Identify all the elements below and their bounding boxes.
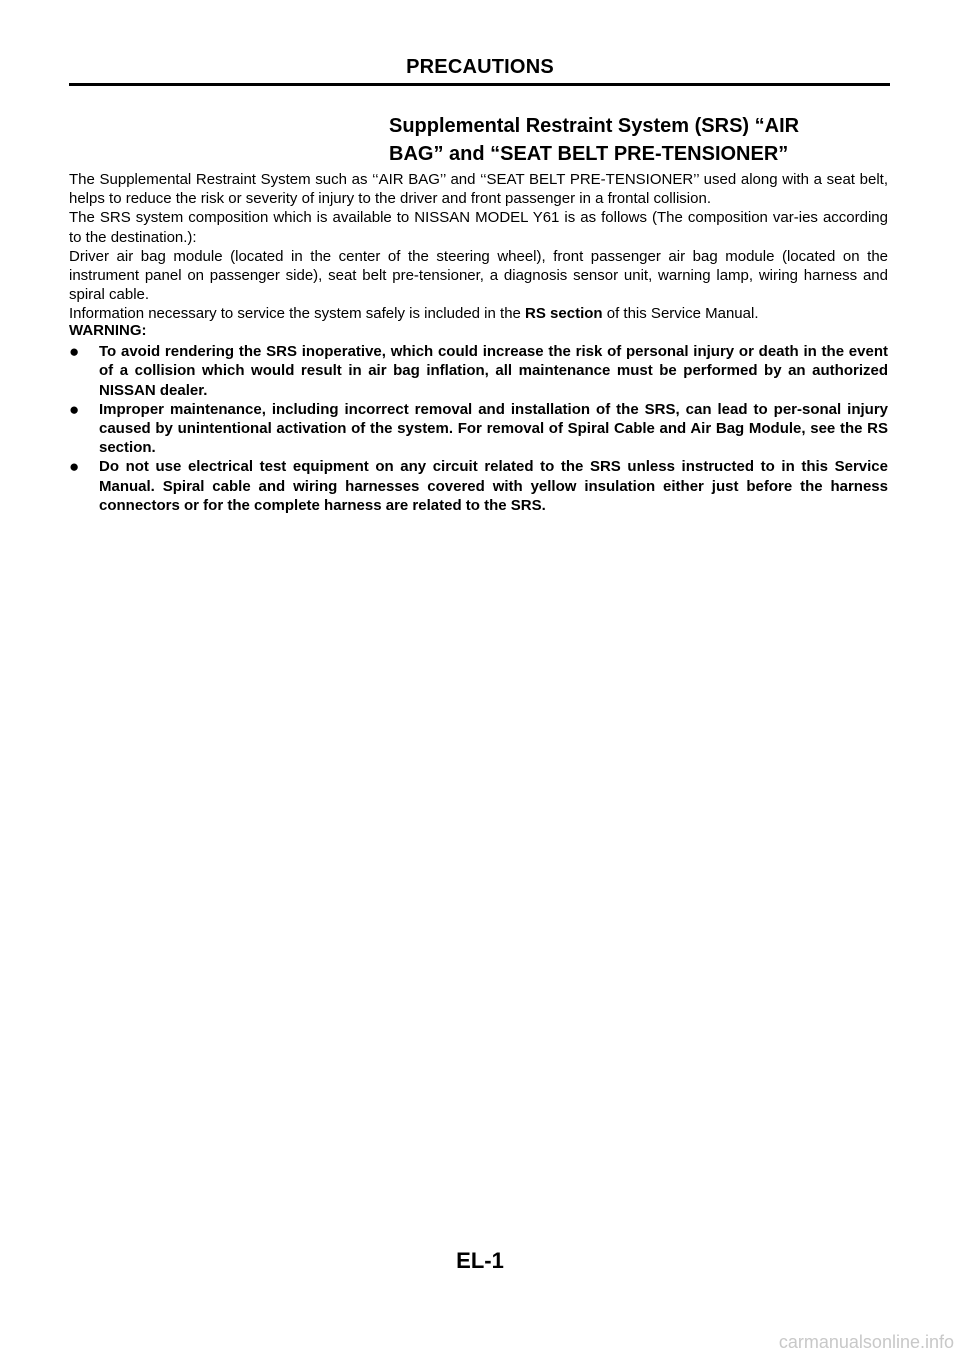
watermark-logo: carmanualsonline.info (778, 1332, 954, 1352)
warning-item-text: Improper maintenance, including incorrect removal and installation of the SRS, can lead to per-sonal injury caused by unintentional activation of the system. For removal of Spiral Cable and Air Bag Module, see the RS section. (99, 400, 888, 457)
bullet-icon: ● (69, 399, 80, 419)
warning-item-text: Do not use electrical test equipment on any circuit related to the SRS unless instructed to in this Service Manual. Spiral cable and wiring harnesses covered with yellow insulation either just before the harness connectors or for the complete harness are related to the SRS. (99, 458, 888, 514)
body-paragraph-1: The Supplemental Restraint System such as ‘‘AIR BAG’’ and ‘‘SEAT BELT PRE-TENSIONER’’ used along with a seat belt, helps to reduce the risk or severity of injury to the driver and front passenger in a frontal collision. (69, 171, 888, 208)
body-paragraph-3: Driver air bag module (located in the center of the steering wheel), front passenger air bag module (located on the instrument panel on passenger side), seat belt pre-tensioner, a diagnosis sensor unit, warning lamp, wiring harness and spiral cable. (69, 247, 888, 304)
rs-section-reference: RS section (525, 305, 603, 323)
bullet-icon: ● (69, 457, 80, 477)
body-text (69, 170, 888, 324)
page-number: EL-1 (456, 1248, 504, 1273)
body-paragraph-4-text: Information necessary to service the system safely is included in the (69, 305, 526, 323)
page-header-title: PRECAUTIONS (406, 56, 554, 78)
warning-list (69, 342, 888, 515)
header-divider (69, 83, 890, 86)
section-title-line-2: BAG” and “SEAT BELT PRE-TENSIONER” (389, 143, 789, 165)
warning-item (69, 342, 888, 400)
warning-item (69, 400, 888, 458)
section-title-line-1: Supplemental Restraint System (SRS) “AIR (389, 115, 800, 137)
warning-block (69, 321, 888, 515)
body-paragraph-4-end: of this Service Manual. (602, 305, 759, 323)
body-paragraph-2: The SRS system composition which is available to NISSAN MODEL Y61 is as follows (The composition var-ies according to the destination.): (69, 209, 888, 246)
warning-item (69, 457, 888, 515)
warning-item-text: To avoid rendering the SRS inoperative, which could increase the risk of personal injury or death in the event of a collision which would result in air bag inflation, all maintenance must be performed by an authorized NISSAN dealer. (99, 343, 888, 399)
warning-label: WARNING: (69, 322, 147, 339)
section-title (389, 112, 909, 168)
bullet-icon: ● (69, 342, 80, 362)
